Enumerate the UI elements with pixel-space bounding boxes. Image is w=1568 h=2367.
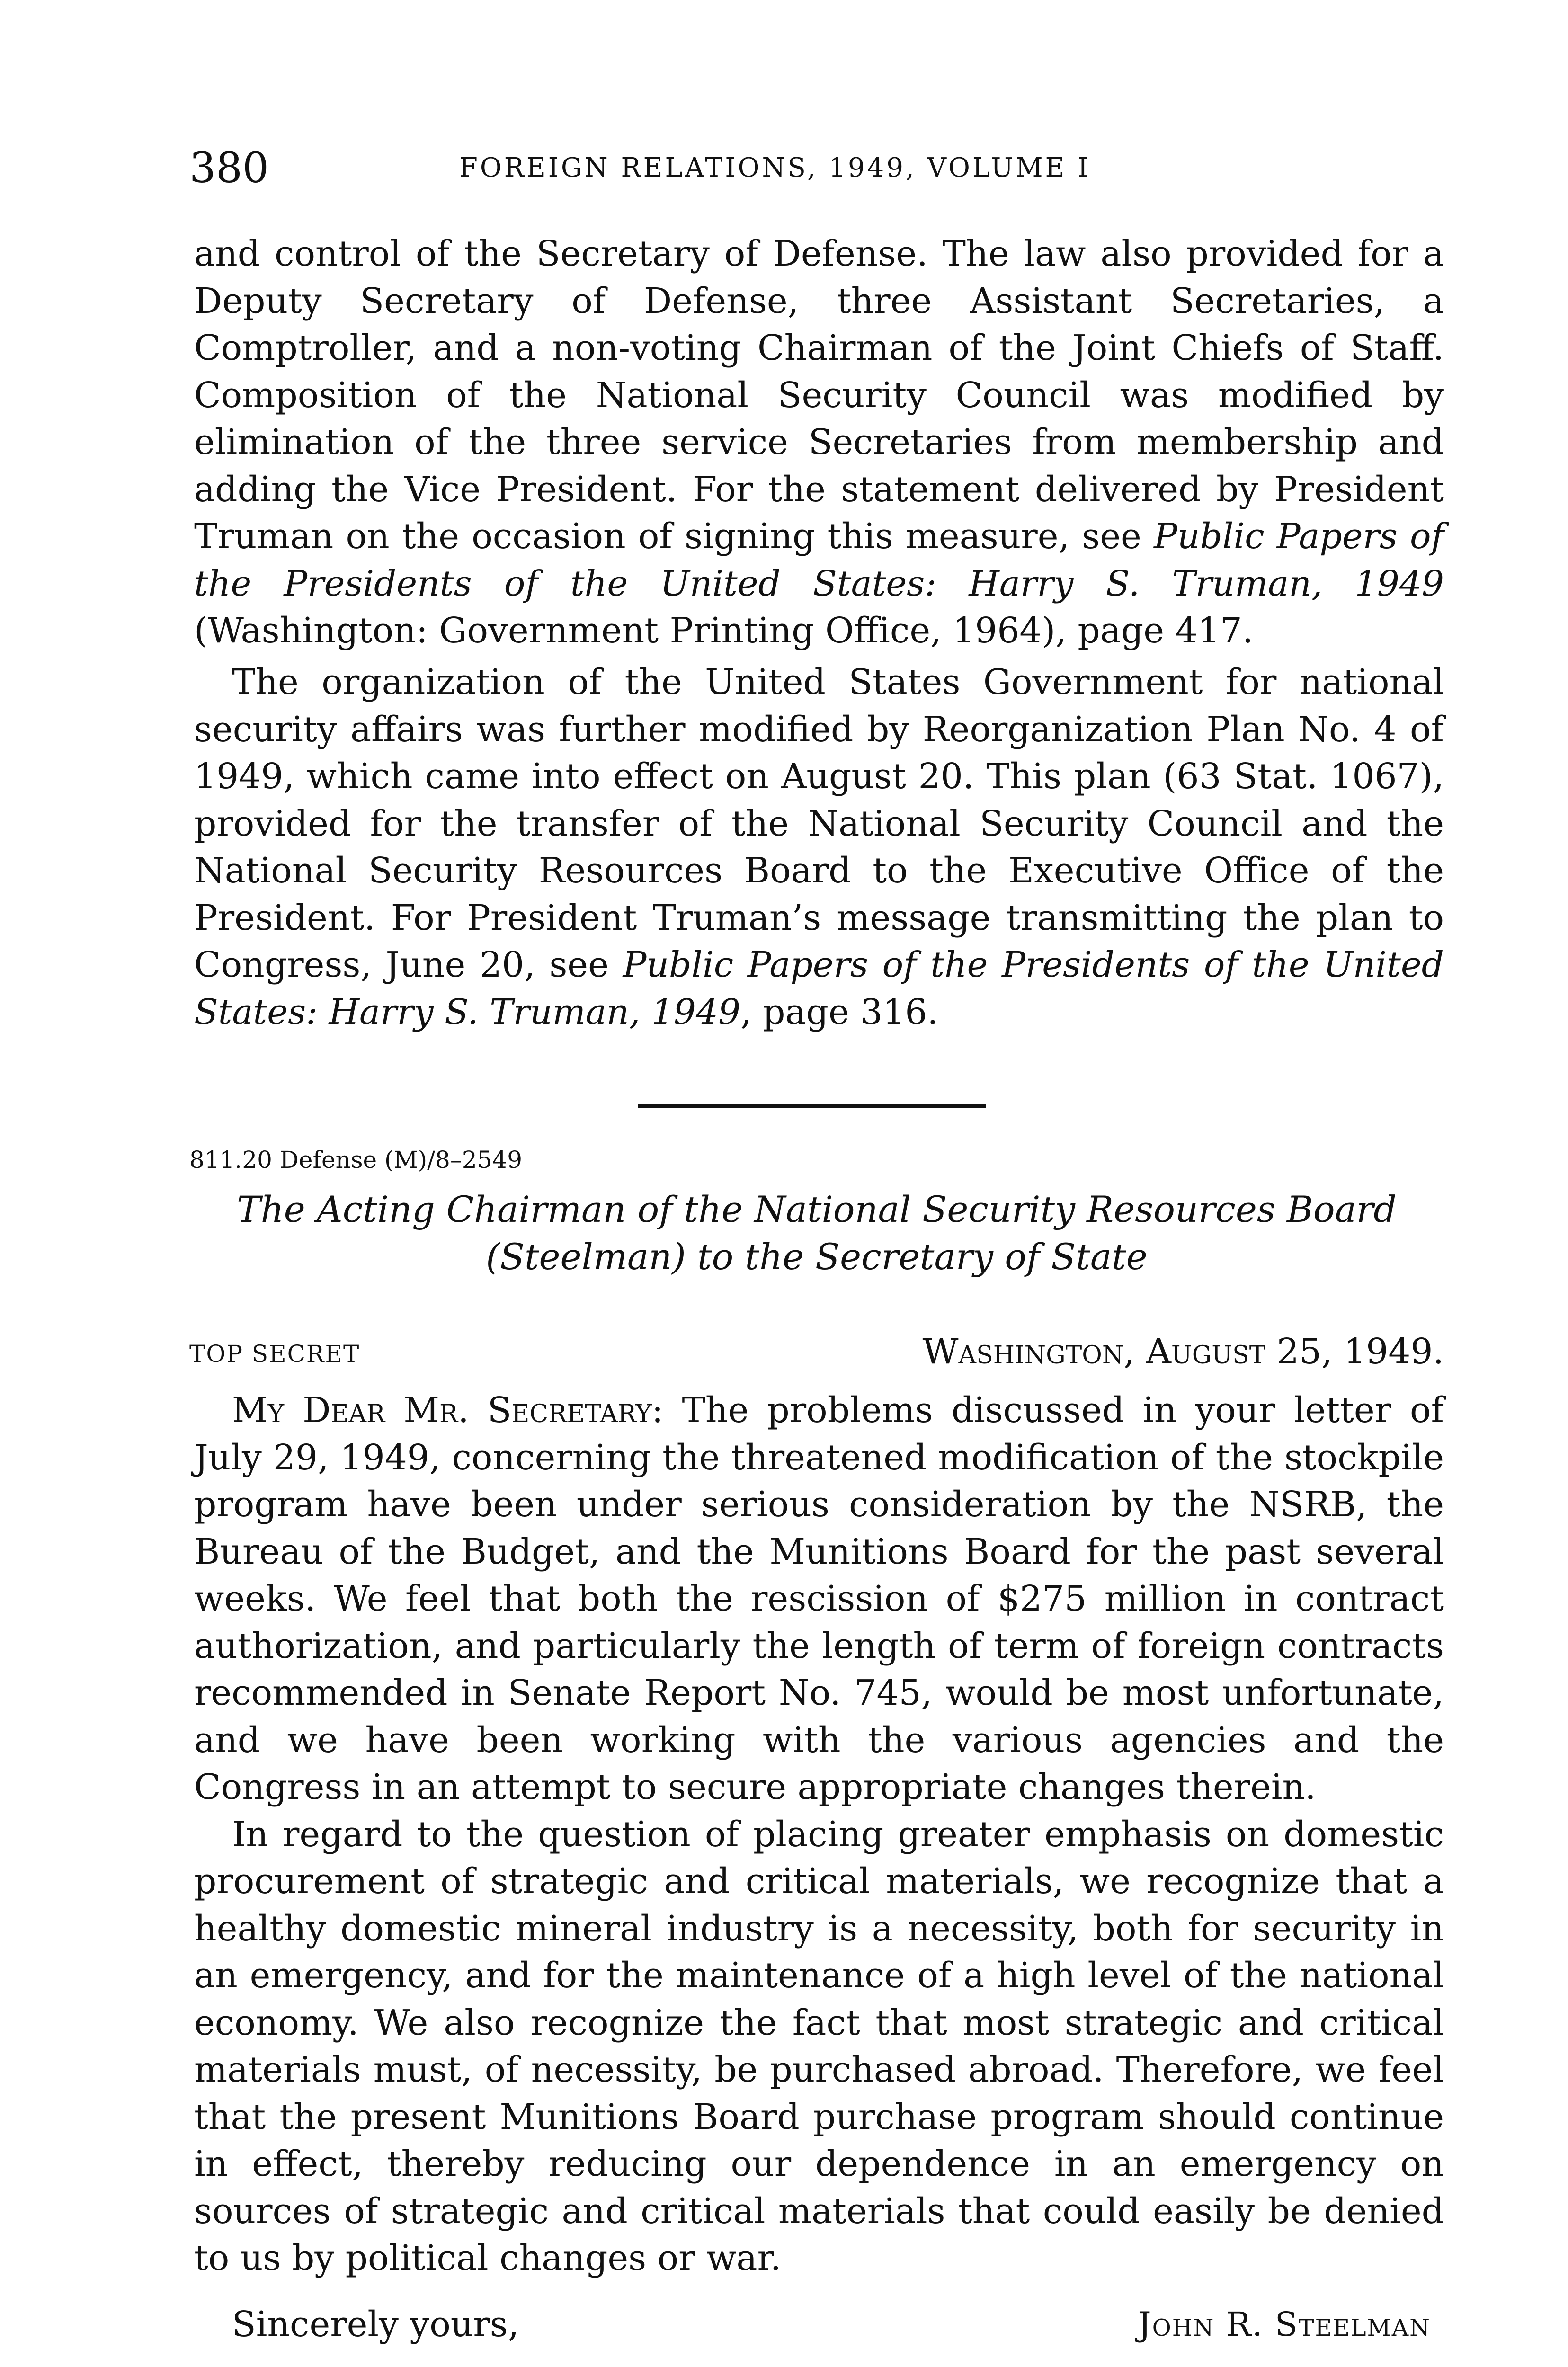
continuation-paragraph [194, 231, 1444, 655]
salutation: My Dear Mr. Secretary: [232, 1390, 664, 1431]
running-head: FOREIGN RELATIONS, 1949, VOLUME I [459, 152, 1091, 183]
reorganization-text: The organization of the United States Government for national security affairs was further modified by Reorganization Plan No. 4 of 1949, which came into effect on August 20. This plan (63 Stat. 1067), provided for the transfer of the National Security Council and the National Security Resources Board to the Executive Office of the President. For President Truman’s message transmitting the plan to Congress, June 20, see [194, 662, 1444, 985]
complimentary-closing: Sincerely yours, [232, 2304, 519, 2345]
letter-paragraph-1-text: The problems discussed in your letter of July 29, 1949, concerning the threatened modification of the stockpile program have been under serious consideration by the NSRB, the Bureau of the Budget, and the Munitions Board for the past several weeks. We feel that both the rescission of $275 million in contract authorization, and particularly the length of term of foreign contracts recommended in Senate Report No. 745, would be most unfortunate, and we have been working with the various agencies and the Congress in an attempt to secure appropriate changes therein. [194, 1390, 1444, 1807]
reorganization-note [194, 659, 1444, 1036]
letter-paragraph-1 [194, 1387, 1444, 1811]
continuation-text: and control of the Secretary of Defense. The law also provided for a Deputy Secretary of Defense, three Assistant Secretaries, a Comptroller, and a non-voting Chairman of the Joint Chiefs of Staff. Composition of the National Security Council was modified by elimination of the three service Secretaries from membership and adding the Vice President. For the statement delivered by President Truman on the occasion of signing this measure, see [194, 233, 1444, 557]
file-reference: 811.20 Defense (M)/8–2549 [189, 1146, 523, 1174]
citation-title: Public Papers of the Presidents of the United States: Harry S. Truman, 1949 [194, 516, 1444, 604]
document-title-line-1: The Acting Chairman of the National Security Resources Board [237, 1188, 1397, 1230]
citation-publication-details: (Washington: Government Printing Office, 1964), page 417. [194, 610, 1254, 651]
letter-paragraph-2: In regard to the question of placing greater emphasis on domestic procurement of strategic and critical materials, we recognize that a healthy domestic mineral industry is a necessity, both for security in an emergency, and for the maintenance of a high level of the national economy. We also recognize the fact that most strategic and critical materials must, of necessity, be purchased abroad. Therefore, we feel that the present Munitions Board purchase program should continue in effect, thereby reducing our dependence in an emergency on sources of strategic and critical materials that could easily be denied to us by political changes or war. [194, 1814, 1444, 2278]
document-title [189, 1186, 1444, 1281]
page-header [189, 137, 1217, 199]
document-title-line-2: (Steelman) to the Secretary of State [486, 1236, 1148, 1278]
citation-title: Public Papers of the Presidents of the United States: Harry S. Truman, 1949 [194, 944, 1444, 1032]
classification-marking: TOP SECRET [189, 1340, 360, 1368]
citation-page: , page 316. [740, 991, 939, 1032]
letter-body [194, 1387, 1444, 2282]
page-number: 380 [189, 143, 269, 192]
dateline: Washington, August 25, 1949. [922, 1331, 1444, 1372]
preceding-editorial-note [194, 231, 1444, 655]
section-divider [638, 1104, 986, 1108]
signature: John R. Steelman [1138, 2305, 1431, 2344]
reorganization-paragraph [194, 659, 1444, 1036]
